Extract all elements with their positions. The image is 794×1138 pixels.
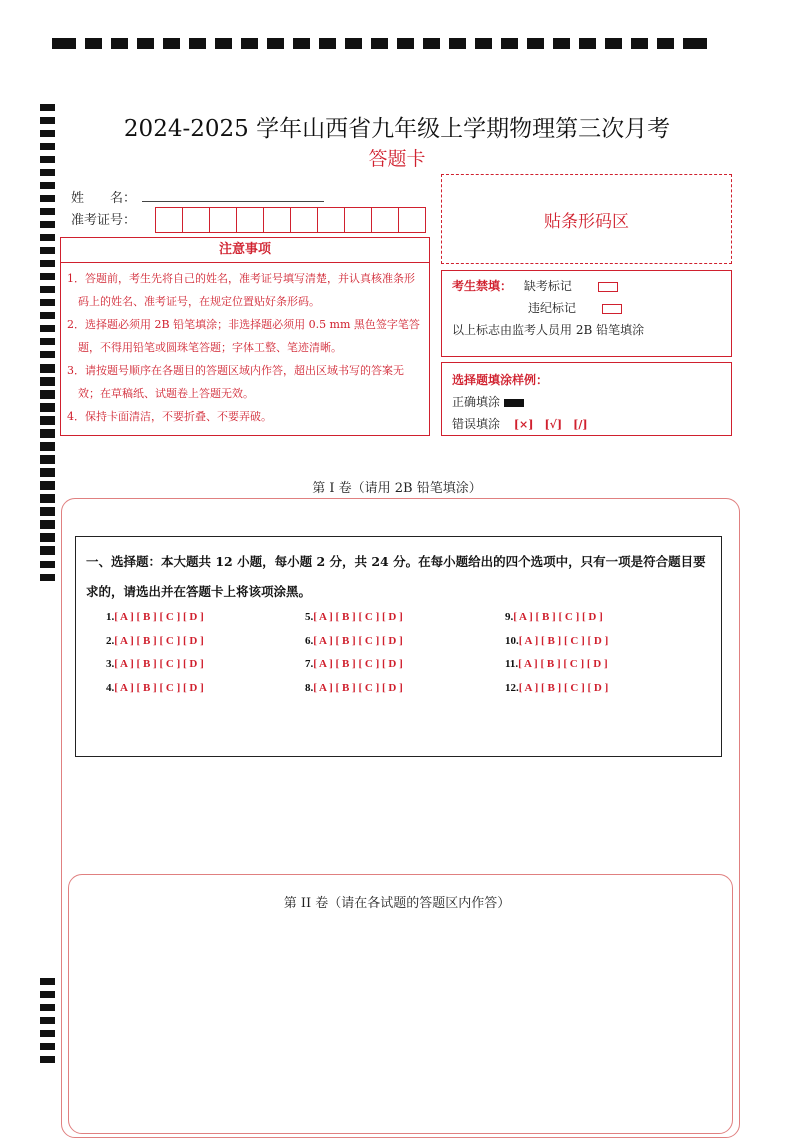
- part1-label: 第 I 卷（请用 2B 铅笔填涂）: [312, 481, 482, 496]
- answer-row-9[interactable]: 9.[ A ] [ B ] [ C ] [ D ]: [505, 611, 603, 623]
- name-label: 姓 名：: [71, 191, 137, 206]
- part2-label: 第 II 卷（请在各试题的答题区内作答）: [283, 896, 511, 911]
- question-intro: 一、选择题：本大题共 12 小题，每小题 2 分，共 24 分。在每小题给出的四个选项中，只有一项是符合题目要求的，请选出并在答题卡上将该项涂黑。: [86, 554, 706, 599]
- notice-item: 4．保持卡面清洁，不要折叠、不要弄破。: [67, 410, 272, 423]
- section2-frame: [68, 874, 733, 1134]
- top-timing-marks: [52, 38, 750, 52]
- answer-row-12[interactable]: 12.[ A ] [ B ] [ C ] [ D ]: [505, 682, 609, 694]
- answer-row-6[interactable]: 6.[ A ] [ B ] [ C ] [ D ]: [305, 635, 403, 647]
- answer-row-7[interactable]: 7.[ A ] [ B ] [ C ] [ D ]: [305, 658, 403, 670]
- notice-box: [60, 237, 430, 436]
- answer-row-1[interactable]: 1.[ A ] [ B ] [ C ] [ D ]: [106, 611, 204, 623]
- correct-fill-label: 正确填涂: [452, 395, 501, 409]
- correct-fill-mark: [504, 399, 524, 407]
- left-timing-marks-bottom: [40, 978, 55, 1063]
- answer-row-10[interactable]: 10.[ A ] [ B ] [ C ] [ D ]: [505, 635, 609, 647]
- notice-item: 2．选择题必须用 2B 铅笔填涂；非选择题必须用 0.5 mm 黑色签字笔答题，不得用铅笔或圆珠笔答题；字体工整、笔迹清晰。: [67, 318, 420, 354]
- notice-heading: 注意事项: [61, 238, 429, 263]
- barcode-area: 贴条形码区: [441, 174, 732, 264]
- notice-item: 3．请按题号顺序在各题目的答题区域内作答，超出区域书写的答案无效；在草稿纸、试题卷上答题无效。: [67, 364, 404, 400]
- exam-id-label: 准考证号：: [71, 213, 137, 228]
- fill-sample-box: [441, 362, 732, 436]
- exam-id-boxes[interactable]: [155, 207, 425, 233]
- page-subtitle: 答题卡: [368, 148, 426, 170]
- absent-mark-box: [598, 282, 618, 292]
- forbid-note: 以上标志由监考人员用 2B 铅笔填涂: [452, 323, 645, 337]
- violation-mark-label: 违纪标记: [528, 301, 577, 315]
- forbid-title: 考生禁填：: [452, 279, 513, 293]
- answer-row-8[interactable]: 8.[ A ] [ B ] [ C ] [ D ]: [305, 682, 403, 694]
- answer-row-3[interactable]: 3.[ A ] [ B ] [ C ] [ D ]: [106, 658, 204, 670]
- sample-title: 选择题填涂样例：: [452, 373, 549, 387]
- answer-row-11[interactable]: 11.[ A ] [ B ] [ C ] [ D ]: [505, 658, 608, 670]
- left-timing-marks-middle: [40, 366, 55, 581]
- examinee-forbidden-box: [441, 270, 732, 357]
- wrong-fill-label: 错误填涂: [452, 417, 501, 431]
- notice-item: 1．答题前，考生先将自己的姓名，准考证号填写清楚，并认真核准条形码上的姓名、准考证号，在规定位置贴好条形码。: [67, 272, 415, 308]
- absent-mark-label: 缺考标记: [523, 279, 572, 293]
- violation-mark-box: [602, 304, 622, 314]
- wrong-fill-marks: [×] [√] [/]: [513, 418, 588, 431]
- answer-row-2[interactable]: 2.[ A ] [ B ] [ C ] [ D ]: [106, 635, 204, 647]
- page-title: 2024-2025 学年山西省九年级上学期物理第三次月考: [123, 116, 671, 142]
- answer-row-4[interactable]: 4.[ A ] [ B ] [ C ] [ D ]: [106, 682, 204, 694]
- name-field[interactable]: [142, 201, 324, 202]
- answer-row-5[interactable]: 5.[ A ] [ B ] [ C ] [ D ]: [305, 611, 403, 623]
